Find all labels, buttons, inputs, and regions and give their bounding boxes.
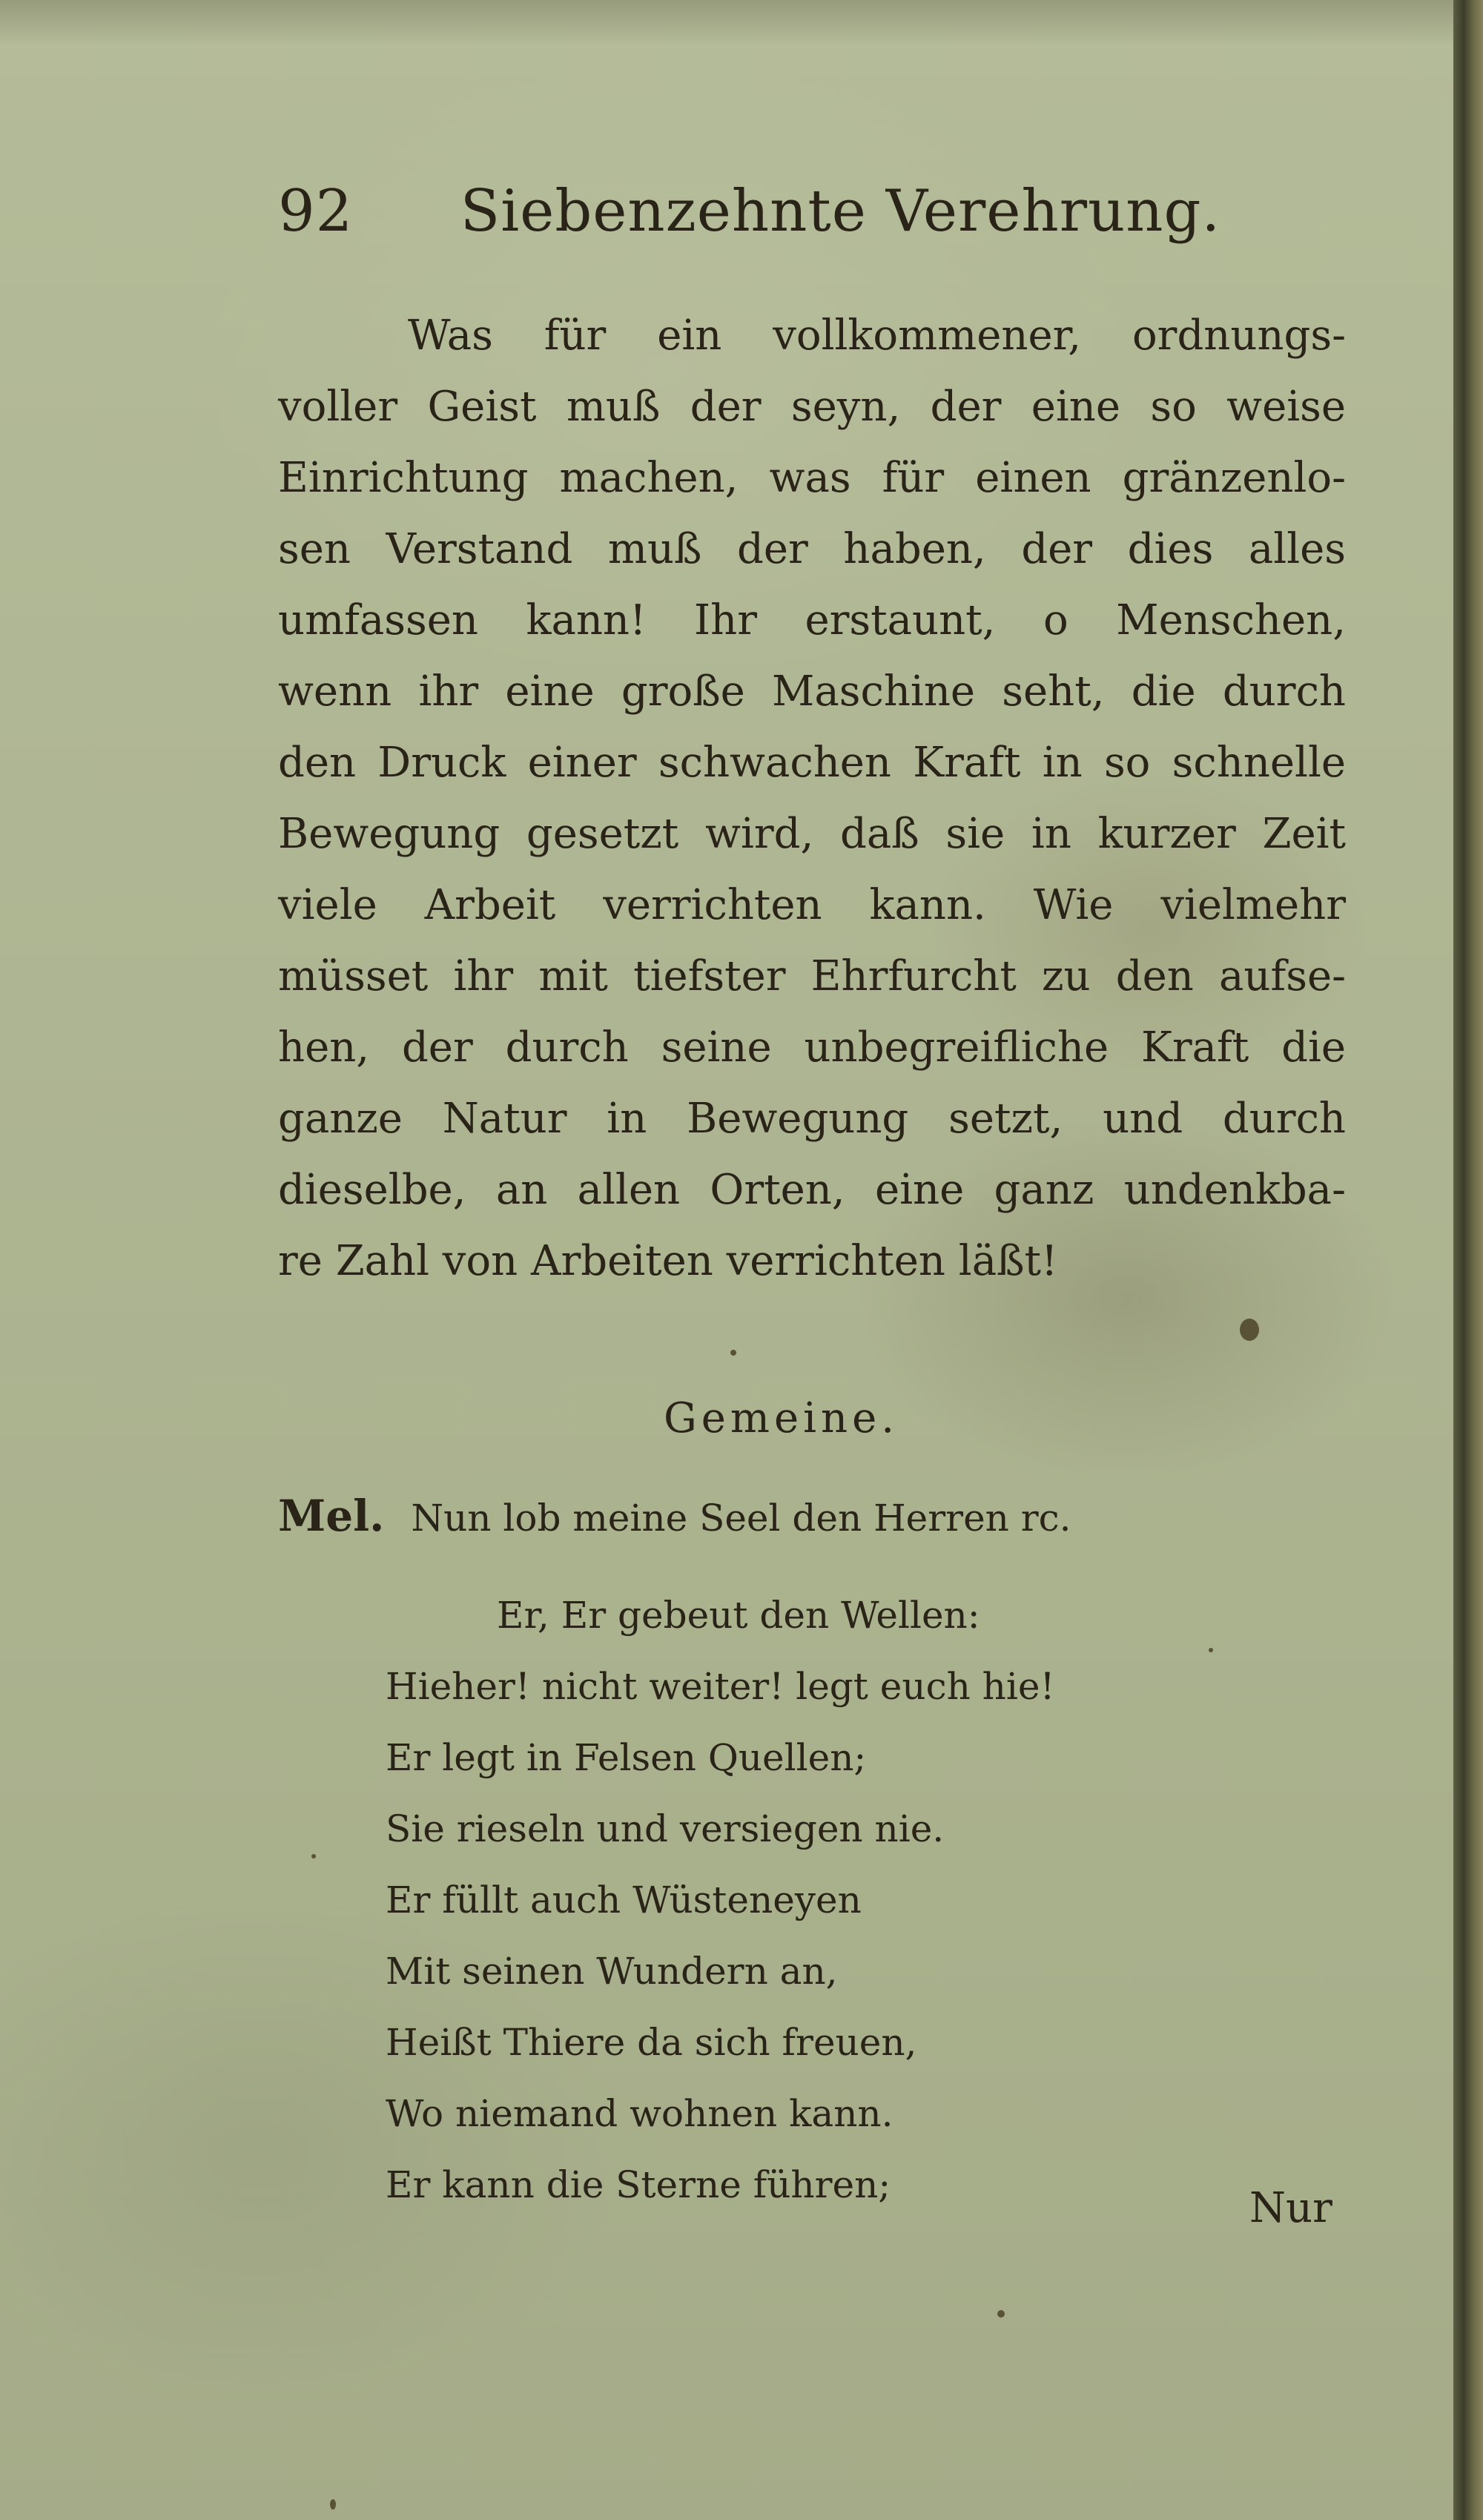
paragraph-line: wenn ihr eine große Maschine seht, die durch [278, 667, 1346, 716]
melody-label: Mel. [278, 1491, 385, 1541]
paragraph-line: den Druck einer schwachen Kraft in so schnelle [278, 739, 1346, 787]
page-top-shadow [0, 0, 1453, 44]
ink-speck [1240, 1319, 1259, 1341]
melody-text: Nun lob meine Seel den Herren rc. [411, 1497, 1071, 1540]
catchword: Nur [1249, 2184, 1332, 2232]
verse-line: Heißt Thiere da sich freuen, [386, 2021, 917, 2064]
ink-speck [730, 1350, 736, 1356]
verse-line: Wo niemand wohnen kann. [386, 2092, 894, 2135]
verse-line: Hieher! nicht weiter! legt euch hie! [386, 1665, 1055, 1708]
paragraph-line: viele Arbeit verrichten kann. Wie vielmehr [278, 881, 1346, 929]
ink-speck [311, 1854, 316, 1858]
verse-line: Er kann die Sterne führen; [386, 2163, 891, 2206]
paragraph-line: Einrichtung machen, was für einen gränzenlo- [278, 454, 1346, 502]
ink-speck [997, 2310, 1005, 2318]
ink-speck [1209, 1648, 1213, 1652]
verse-line: Er, Er gebeut den Wellen: [497, 1594, 980, 1637]
paragraph-line: re Zahl von Arbeiten verrichten läßt! [278, 1237, 1058, 1285]
hymn-verse [386, 1580, 1055, 2220]
paragraph-line: Bewegung gesetzt wird, daß sie in kurzer Zeit [278, 810, 1346, 858]
verse-line: Mit seinen Wundern an, [386, 1950, 838, 1993]
paragraph-line: umfassen kann! Ihr erstaunt, o Menschen, [278, 596, 1346, 644]
ink-speck [330, 2499, 336, 2510]
body-paragraph [278, 300, 1346, 1297]
book-edge [1453, 0, 1483, 2520]
paragraph-line: sen Verstand muß der haben, der dies alles [278, 525, 1346, 573]
page-number: 92 [278, 178, 354, 245]
section-title: Gemeine. [664, 1394, 899, 1442]
melody-line [278, 1491, 1071, 1541]
paragraph-line: Was für ein vollkommener, ordnungs- [408, 311, 1346, 360]
verse-line: Sie rieseln und versiegen nie. [386, 1807, 945, 1850]
verse-line: Er legt in Felsen Quellen; [386, 1736, 867, 1779]
paragraph-line: dieselbe, an allen Orten, eine ganz undenkba- [278, 1166, 1346, 1214]
running-title: Siebenzehnte Verehrung. [460, 178, 1221, 245]
verse-line: Er füllt auch Wüsteneyen [386, 1879, 862, 1922]
page-header [278, 178, 1221, 245]
paragraph-line: hen, der durch seine unbegreifliche Kraft die [278, 1023, 1346, 1072]
paragraph-line: voller Geist muß der seyn, der eine so weise [278, 383, 1346, 431]
paragraph-line: ganze Natur in Bewegung setzt, und durch [278, 1095, 1346, 1143]
paragraph-line: müsset ihr mit tiefster Ehrfurcht zu den aufse- [278, 952, 1346, 1000]
